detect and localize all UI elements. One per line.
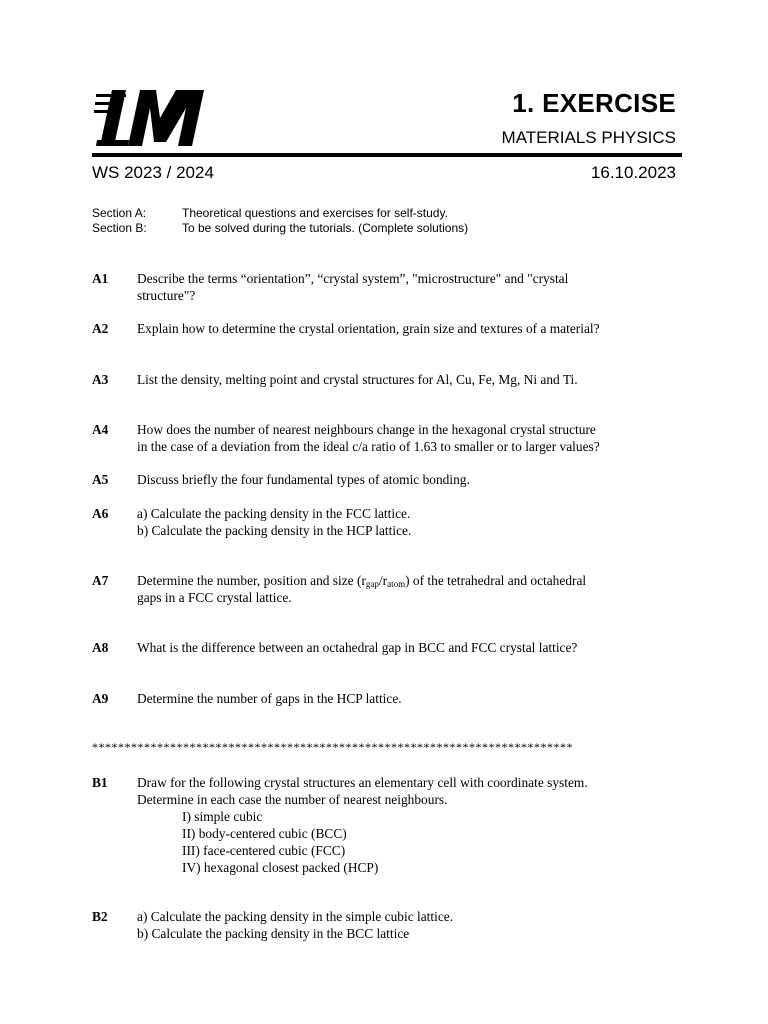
header-rule — [92, 153, 682, 157]
section-key: Section B: — [92, 221, 147, 235]
question-b2 — [92, 908, 682, 942]
question-a5 — [92, 471, 682, 488]
list-item: IV) hexagonal closest packed (HCP) — [182, 860, 379, 875]
question-id: A6 — [92, 506, 109, 521]
list-item: II) body-centered cubic (BCC) — [182, 826, 347, 841]
list-item: III) face-centered cubic (FCC) — [182, 843, 346, 858]
section-separator: ************************************************************************** — [92, 740, 573, 754]
question-a9 — [92, 690, 682, 707]
question-text — [137, 505, 682, 539]
question-text — [137, 270, 682, 304]
question-line: in the case of a deviation from the ideal c/a ratio of 1.63 to smaller or to larger values? — [137, 439, 600, 454]
question-a8 — [92, 639, 682, 656]
question-a2 — [92, 320, 682, 337]
question-line: What is the difference between an octahedral gap in BCC and FCC crystal lattice? — [137, 640, 578, 655]
subscript: gap — [365, 579, 379, 589]
question-line: Describe the terms “orientation”, “crystal system”, "microstructure" and "crystal — [137, 271, 569, 286]
question-line: Determine in each case the number of nearest neighbours. — [137, 792, 448, 807]
question-text — [137, 639, 682, 656]
question-line: b) Calculate the packing density in the HCP lattice. — [137, 523, 412, 538]
question-line: Explain how to determine the crystal orientation, grain size and textures of a material? — [137, 321, 600, 336]
question-id: A3 — [92, 372, 109, 387]
question-id: A1 — [92, 271, 109, 286]
question-id: A7 — [92, 573, 109, 588]
question-fragment: /r — [378, 573, 388, 588]
question-id: B1 — [92, 775, 108, 790]
section-desc: To be solved during the tutorials. (Complete solutions) — [182, 221, 469, 235]
institute-logo — [94, 88, 206, 148]
question-text — [137, 421, 682, 455]
section-desc: Theoretical questions and exercises for self-study. — [182, 206, 448, 220]
section-b-row — [92, 221, 468, 236]
question-line: Discuss briefly the four fundamental types of atomic bonding. — [137, 472, 470, 487]
section-legend — [92, 206, 468, 236]
question-line: a) Calculate the packing density in the simple cubic lattice. — [137, 909, 454, 924]
question-text — [137, 774, 682, 876]
question-text — [137, 371, 682, 388]
question-line: b) Calculate the packing density in the BCC lattice — [137, 926, 410, 941]
section-key: Section A: — [92, 206, 147, 220]
question-fragment: ) of the tetrahedral and octahedral — [405, 573, 587, 588]
semester: WS 2023 / 2024 — [92, 163, 214, 182]
question-id: A8 — [92, 640, 109, 655]
question-text — [137, 690, 682, 707]
question-fragment: Determine the number, position and size (r — [137, 573, 366, 588]
question-a7 — [92, 572, 682, 606]
question-id: A9 — [92, 691, 109, 706]
question-line — [137, 572, 682, 589]
question-text — [137, 471, 682, 488]
question-a4 — [92, 421, 682, 455]
course-name: MATERIALS PHYSICS — [501, 128, 676, 147]
question-id: A2 — [92, 321, 109, 336]
question-line: gaps in a FCC crystal lattice. — [137, 590, 292, 605]
question-text — [137, 572, 682, 606]
question-id: A5 — [92, 472, 109, 487]
question-line: List the density, melting point and crystal structures for Al, Cu, Fe, Mg, Ni and Ti. — [137, 372, 578, 387]
list-item: I) simple cubic — [182, 809, 263, 824]
question-line: How does the number of nearest neighbours change in the hexagonal crystal structure — [137, 422, 596, 437]
question-a1 — [92, 270, 682, 304]
question-a3 — [92, 371, 682, 388]
question-text — [137, 908, 682, 942]
question-line: structure"? — [137, 288, 196, 303]
question-a6 — [92, 505, 682, 539]
page-title: 1. EXERCISE — [512, 88, 676, 118]
question-line: Determine the number of gaps in the HCP lattice. — [137, 691, 402, 706]
question-id: A4 — [92, 422, 109, 437]
question-text — [137, 320, 682, 337]
question-id: B2 — [92, 909, 108, 924]
question-line: a) Calculate the packing density in the FCC lattice. — [137, 506, 411, 521]
subscript: atom — [387, 579, 406, 589]
section-a-row — [92, 206, 468, 221]
date: 16.10.2023 — [590, 163, 676, 182]
question-b1 — [92, 774, 682, 876]
question-line: Draw for the following crystal structures an elementary cell with coordinate system. — [137, 775, 588, 790]
